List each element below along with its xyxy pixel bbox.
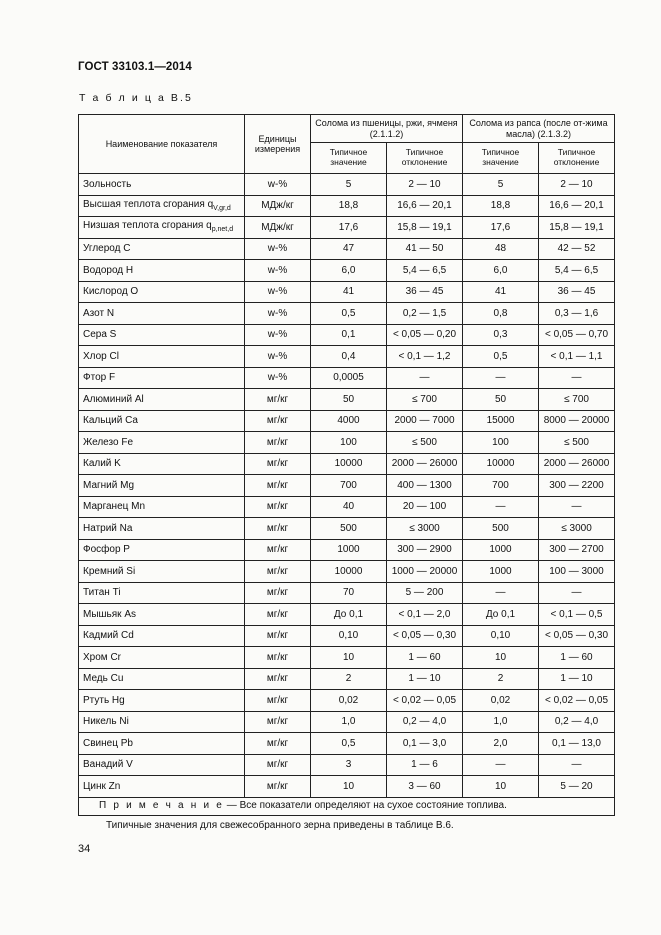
table-row (79, 668, 615, 690)
cell-typical-value-1: До 0,1 (311, 604, 387, 626)
indicator-name: Ртуть Hg (83, 694, 125, 706)
cell-name (79, 604, 245, 626)
header-group-rapeseed: Солома из рапса (после от-жима масла) (2.1.3.2) (463, 115, 615, 143)
cell-unit: мг/кг (245, 389, 311, 411)
indicator-name: Зольность (83, 178, 132, 190)
cell-typical-value-2: 18,8 (463, 195, 539, 217)
table-row (79, 539, 615, 561)
indicator-name: Хром Cr (83, 651, 121, 663)
cell-typical-deviation-1: 0,1 — 3,0 (387, 733, 463, 755)
cell-typical-deviation-1: 1 — 10 (387, 668, 463, 690)
cell-typical-deviation-2: — (539, 496, 615, 518)
table-row (79, 582, 615, 604)
cell-typical-deviation-2: 36 — 45 (539, 281, 615, 303)
cell-unit: мг/кг (245, 453, 311, 475)
cell-typical-value-2: — (463, 367, 539, 389)
cell-typical-deviation-2: < 0,1 — 1,1 (539, 346, 615, 368)
cell-typical-deviation-1: ≤ 500 (387, 432, 463, 454)
cell-unit: МДж/кг (245, 217, 311, 239)
cell-name (79, 625, 245, 647)
cell-typical-deviation-2: ≤ 700 (539, 389, 615, 411)
cell-typical-deviation-1: ≤ 3000 (387, 518, 463, 540)
header-unit: Единицы измерения (245, 115, 311, 174)
cell-typical-deviation-2: < 0,05 — 0,30 (539, 625, 615, 647)
cell-name (79, 539, 245, 561)
cell-unit: мг/кг (245, 539, 311, 561)
table-row (79, 238, 615, 260)
cell-typical-value-2: 500 (463, 518, 539, 540)
cell-typical-deviation-1: 0,2 — 4,0 (387, 711, 463, 733)
cell-typical-deviation-1: 3 — 60 (387, 776, 463, 798)
indicator-name: Калий K (83, 458, 121, 469)
cell-typical-deviation-2: 15,8 — 19,1 (539, 217, 615, 239)
table-row (79, 754, 615, 776)
cell-typical-deviation-1: 20 — 100 (387, 496, 463, 518)
note-row (79, 797, 615, 815)
cell-name (79, 303, 245, 325)
table-row (79, 625, 615, 647)
cell-typical-deviation-1: 2000 — 26000 (387, 453, 463, 475)
cell-typical-deviation-1: 36 — 45 (387, 281, 463, 303)
cell-typical-value-1: 17,6 (311, 217, 387, 239)
cell-typical-value-2: 0,02 (463, 690, 539, 712)
cell-typical-value-1: 500 (311, 518, 387, 540)
cell-typical-deviation-2: 300 — 2700 (539, 539, 615, 561)
cell-unit: w-% (245, 324, 311, 346)
cell-typical-deviation-1: 1 — 6 (387, 754, 463, 776)
cell-typical-value-2: 1000 (463, 539, 539, 561)
cell-typical-value-2: 0,8 (463, 303, 539, 325)
cell-typical-deviation-1: 400 — 1300 (387, 475, 463, 497)
cell-typical-deviation-2: 2 — 10 (539, 174, 615, 196)
cell-typical-value-2: 10 (463, 776, 539, 798)
cell-typical-value-2: 0,3 (463, 324, 539, 346)
indicator-name: Никель Ni (83, 716, 129, 727)
cell-typical-deviation-2: 1 — 10 (539, 668, 615, 690)
cell-typical-deviation-2: 16,6 — 20,1 (539, 195, 615, 217)
cell-name (79, 281, 245, 303)
cell-name (79, 367, 245, 389)
table-row (79, 453, 615, 475)
header-row-1 (79, 115, 615, 143)
cell-typical-deviation-2: ≤ 3000 (539, 518, 615, 540)
cell-unit: мг/кг (245, 690, 311, 712)
cell-unit: мг/кг (245, 561, 311, 583)
cell-typical-value-1: 10000 (311, 453, 387, 475)
cell-unit: w-% (245, 346, 311, 368)
cell-typical-value-1: 10000 (311, 561, 387, 583)
cell-typical-value-2: 48 (463, 238, 539, 260)
indicator-name: Углерод C (83, 243, 131, 254)
cell-typical-deviation-1: < 0,02 — 0,05 (387, 690, 463, 712)
table-row (79, 432, 615, 454)
note-text: — Все показатели определяют на сухое состояние топлива. (224, 800, 507, 812)
cell-typical-deviation-1: 5 — 200 (387, 582, 463, 604)
cell-typical-deviation-2: — (539, 754, 615, 776)
indicator-name: Кадмий Cd (83, 630, 134, 641)
indicator-name: Железо Fe (83, 436, 133, 448)
cell-name (79, 238, 245, 260)
cell-name (79, 711, 245, 733)
cell-typical-deviation-2: ≤ 500 (539, 432, 615, 454)
cell-typical-deviation-2: 42 — 52 (539, 238, 615, 260)
cell-name (79, 389, 245, 411)
note-label: П р и м е ч а н и е (99, 800, 225, 812)
cell-name (79, 733, 245, 755)
cell-typical-value-2: 10000 (463, 453, 539, 475)
cell-typical-deviation-2: 1 — 60 (539, 647, 615, 669)
page-number: 34 (78, 843, 91, 855)
header-name: Наименование показателя (79, 115, 245, 174)
table-row (79, 475, 615, 497)
cell-name (79, 475, 245, 497)
indicator-name: Титан Ti (83, 587, 121, 598)
header-typical-value-2: Типичное значение (463, 143, 539, 174)
cell-typical-deviation-1: 1000 — 20000 (387, 561, 463, 583)
cell-name (79, 518, 245, 540)
cell-typical-value-1: 3 (311, 754, 387, 776)
cell-typical-deviation-1: 16,6 — 20,1 (387, 195, 463, 217)
cell-unit: мг/кг (245, 582, 311, 604)
cell-typical-value-1: 18,8 (311, 195, 387, 217)
table-row (79, 260, 615, 282)
indicator-name: Сера S (83, 329, 117, 340)
cell-typical-value-1: 10 (311, 776, 387, 798)
indicator-name: Высшая теплота сгорания q (83, 198, 214, 210)
header-typical-value-1: Типичное значение (311, 143, 387, 174)
indicator-name: Медь Cu (83, 673, 124, 684)
standard-header: ГОСТ 33103.1—2014 (78, 61, 192, 73)
cell-typical-deviation-1: — (387, 367, 463, 389)
note-cell (79, 797, 615, 815)
cell-name (79, 496, 245, 518)
cell-typical-deviation-2: 2000 — 26000 (539, 453, 615, 475)
table-row (79, 518, 615, 540)
cell-unit: w-% (245, 260, 311, 282)
table-row (79, 496, 615, 518)
cell-unit: мг/кг (245, 625, 311, 647)
cell-typical-deviation-1: 1 — 60 (387, 647, 463, 669)
indicator-subscript: p,net,d (211, 226, 234, 234)
cell-name (79, 260, 245, 282)
table-row (79, 346, 615, 368)
cell-unit: мг/кг (245, 475, 311, 497)
cell-name (79, 410, 245, 432)
cell-typical-value-1: 2 (311, 668, 387, 690)
table-row (79, 711, 615, 733)
cell-typical-value-2: До 0,1 (463, 604, 539, 626)
cell-typical-deviation-1: 15,8 — 19,1 (387, 217, 463, 239)
cell-unit: мг/кг (245, 604, 311, 626)
indicator-name: Алюминий Al (83, 393, 144, 405)
cell-typical-value-2: 5 (463, 174, 539, 196)
cell-unit: мг/кг (245, 668, 311, 690)
cell-name (79, 647, 245, 669)
cell-unit: мг/кг (245, 754, 311, 776)
cell-typical-deviation-2: 8000 — 20000 (539, 410, 615, 432)
cell-name (79, 776, 245, 798)
cell-unit: мг/кг (245, 733, 311, 755)
indicator-name: Фтор F (83, 372, 116, 383)
cell-unit: мг/кг (245, 496, 311, 518)
cell-name (79, 754, 245, 776)
cell-typical-value-1: 0,4 (311, 346, 387, 368)
cell-typical-value-2: — (463, 582, 539, 604)
cell-typical-value-2: — (463, 754, 539, 776)
after-table-text: Типичные значения для свежесобранного зерна приведены в таблице В.6. (106, 820, 454, 831)
cell-name (79, 195, 245, 217)
cell-typical-value-1: 0,02 (311, 690, 387, 712)
cell-typical-value-1: 0,5 (311, 303, 387, 325)
cell-typical-value-1: 6,0 (311, 260, 387, 282)
cell-typical-deviation-1: 5,4 — 6,5 (387, 260, 463, 282)
cell-typical-deviation-2: — (539, 582, 615, 604)
table-row (79, 174, 615, 196)
cell-unit: мг/кг (245, 432, 311, 454)
cell-unit: w-% (245, 367, 311, 389)
cell-typical-deviation-1: ≤ 700 (387, 389, 463, 411)
cell-unit: МДж/кг (245, 195, 311, 217)
cell-typical-value-2: 50 (463, 389, 539, 411)
cell-unit: w-% (245, 238, 311, 260)
cell-typical-value-1: 47 (311, 238, 387, 260)
indicator-name: Азот N (83, 307, 115, 319)
header-typical-deviation-1: Типичное отклонение (387, 143, 463, 174)
cell-typical-value-2: 2 (463, 668, 539, 690)
indicator-name: Кальций Ca (83, 415, 138, 426)
cell-typical-deviation-2: 0,1 — 13,0 (539, 733, 615, 755)
cell-unit: мг/кг (245, 711, 311, 733)
cell-typical-value-1: 5 (311, 174, 387, 196)
cell-unit: мг/кг (245, 518, 311, 540)
cell-typical-value-2: 1000 (463, 561, 539, 583)
indicator-name: Мышьяк As (83, 608, 136, 620)
cell-typical-deviation-2: 5 — 20 (539, 776, 615, 798)
cell-typical-value-1: 4000 (311, 410, 387, 432)
table-row (79, 367, 615, 389)
cell-typical-value-1: 40 (311, 496, 387, 518)
cell-typical-value-2: 100 (463, 432, 539, 454)
cell-typical-deviation-1: < 0,1 — 1,2 (387, 346, 463, 368)
table-row (79, 281, 615, 303)
table-row (79, 604, 615, 626)
cell-typical-deviation-1: 41 — 50 (387, 238, 463, 260)
indicator-name: Свинец Pb (83, 737, 133, 749)
cell-unit: мг/кг (245, 647, 311, 669)
cell-name (79, 453, 245, 475)
cell-typical-value-1: 1,0 (311, 711, 387, 733)
cell-typical-value-1: 700 (311, 475, 387, 497)
table-caption: Т а б л и ц а В.5 (79, 92, 193, 104)
cell-typical-value-2: 17,6 (463, 217, 539, 239)
cell-typical-value-2: 15000 (463, 410, 539, 432)
header-group-wheat: Солома из пшеницы, ржи, ячменя (2.1.1.2) (311, 115, 463, 143)
table-row (79, 733, 615, 755)
cell-typical-value-2: 41 (463, 281, 539, 303)
cell-typical-deviation-2: 0,3 — 1,6 (539, 303, 615, 325)
cell-typical-deviation-2: 300 — 2200 (539, 475, 615, 497)
table-row (79, 303, 615, 325)
table-row (79, 776, 615, 798)
cell-name (79, 690, 245, 712)
cell-typical-deviation-2: 100 — 3000 (539, 561, 615, 583)
cell-unit: w-% (245, 281, 311, 303)
cell-name (79, 561, 245, 583)
indicator-name: Ванадий V (83, 759, 133, 770)
cell-typical-value-1: 10 (311, 647, 387, 669)
cell-typical-value-2: 10 (463, 647, 539, 669)
cell-typical-deviation-2: 0,2 — 4,0 (539, 711, 615, 733)
cell-typical-value-1: 50 (311, 389, 387, 411)
indicator-name: Кремний Si (83, 565, 136, 577)
properties-table (78, 114, 615, 816)
table-row (79, 195, 615, 217)
indicator-name: Кислород O (83, 286, 139, 297)
cell-typical-value-2: 1,0 (463, 711, 539, 733)
cell-name (79, 432, 245, 454)
cell-typical-deviation-1: 2000 — 7000 (387, 410, 463, 432)
cell-unit: w-% (245, 303, 311, 325)
cell-typical-value-1: 0,0005 (311, 367, 387, 389)
cell-typical-deviation-2: 5,4 — 6,5 (539, 260, 615, 282)
indicator-name: Натрий Na (83, 522, 133, 534)
cell-name (79, 346, 245, 368)
cell-typical-deviation-1: < 0,05 — 0,20 (387, 324, 463, 346)
table-row (79, 217, 615, 239)
indicator-subscript: V,gr,d (213, 204, 231, 212)
cell-typical-value-1: 0,10 (311, 625, 387, 647)
cell-typical-deviation-1: 0,2 — 1,5 (387, 303, 463, 325)
cell-typical-deviation-2: < 0,05 — 0,70 (539, 324, 615, 346)
indicator-name: Водород H (83, 264, 134, 276)
header-typical-deviation-2: Типичное отклонение (539, 143, 615, 174)
cell-typical-value-1: 100 (311, 432, 387, 454)
cell-name (79, 324, 245, 346)
cell-unit: w-% (245, 174, 311, 196)
table-row (79, 690, 615, 712)
cell-name (79, 668, 245, 690)
cell-typical-value-1: 0,1 (311, 324, 387, 346)
cell-typical-deviation-2: < 0,02 — 0,05 (539, 690, 615, 712)
indicator-name: Фосфор P (83, 544, 130, 555)
cell-typical-deviation-1: < 0,1 — 2,0 (387, 604, 463, 626)
cell-typical-deviation-2: < 0,1 — 0,5 (539, 604, 615, 626)
cell-typical-deviation-1: 300 — 2900 (387, 539, 463, 561)
indicator-name: Марганец Mn (83, 501, 146, 512)
table-row (79, 389, 615, 411)
indicator-name: Хлор Cl (83, 350, 119, 362)
cell-typical-value-2: 6,0 (463, 260, 539, 282)
cell-name (79, 174, 245, 196)
indicator-name: Цинк Zn (83, 780, 121, 792)
cell-typical-value-2: 0,10 (463, 625, 539, 647)
table-row (79, 324, 615, 346)
cell-typical-deviation-1: 2 — 10 (387, 174, 463, 196)
table-row (79, 647, 615, 669)
cell-typical-value-2: — (463, 496, 539, 518)
cell-typical-value-1: 1000 (311, 539, 387, 561)
cell-unit: мг/кг (245, 410, 311, 432)
indicator-name: Низшая теплота сгорания q (83, 220, 212, 232)
cell-typical-deviation-2: — (539, 367, 615, 389)
table-row (79, 410, 615, 432)
table-row (79, 561, 615, 583)
cell-typical-value-1: 41 (311, 281, 387, 303)
cell-typical-value-1: 70 (311, 582, 387, 604)
cell-typical-value-2: 0,5 (463, 346, 539, 368)
cell-name (79, 582, 245, 604)
cell-typical-value-2: 2,0 (463, 733, 539, 755)
cell-unit: мг/кг (245, 776, 311, 798)
cell-typical-deviation-1: < 0,05 — 0,30 (387, 625, 463, 647)
cell-typical-value-1: 0,5 (311, 733, 387, 755)
cell-typical-value-2: 700 (463, 475, 539, 497)
cell-name (79, 217, 245, 239)
indicator-name: Магний Mg (83, 479, 135, 491)
